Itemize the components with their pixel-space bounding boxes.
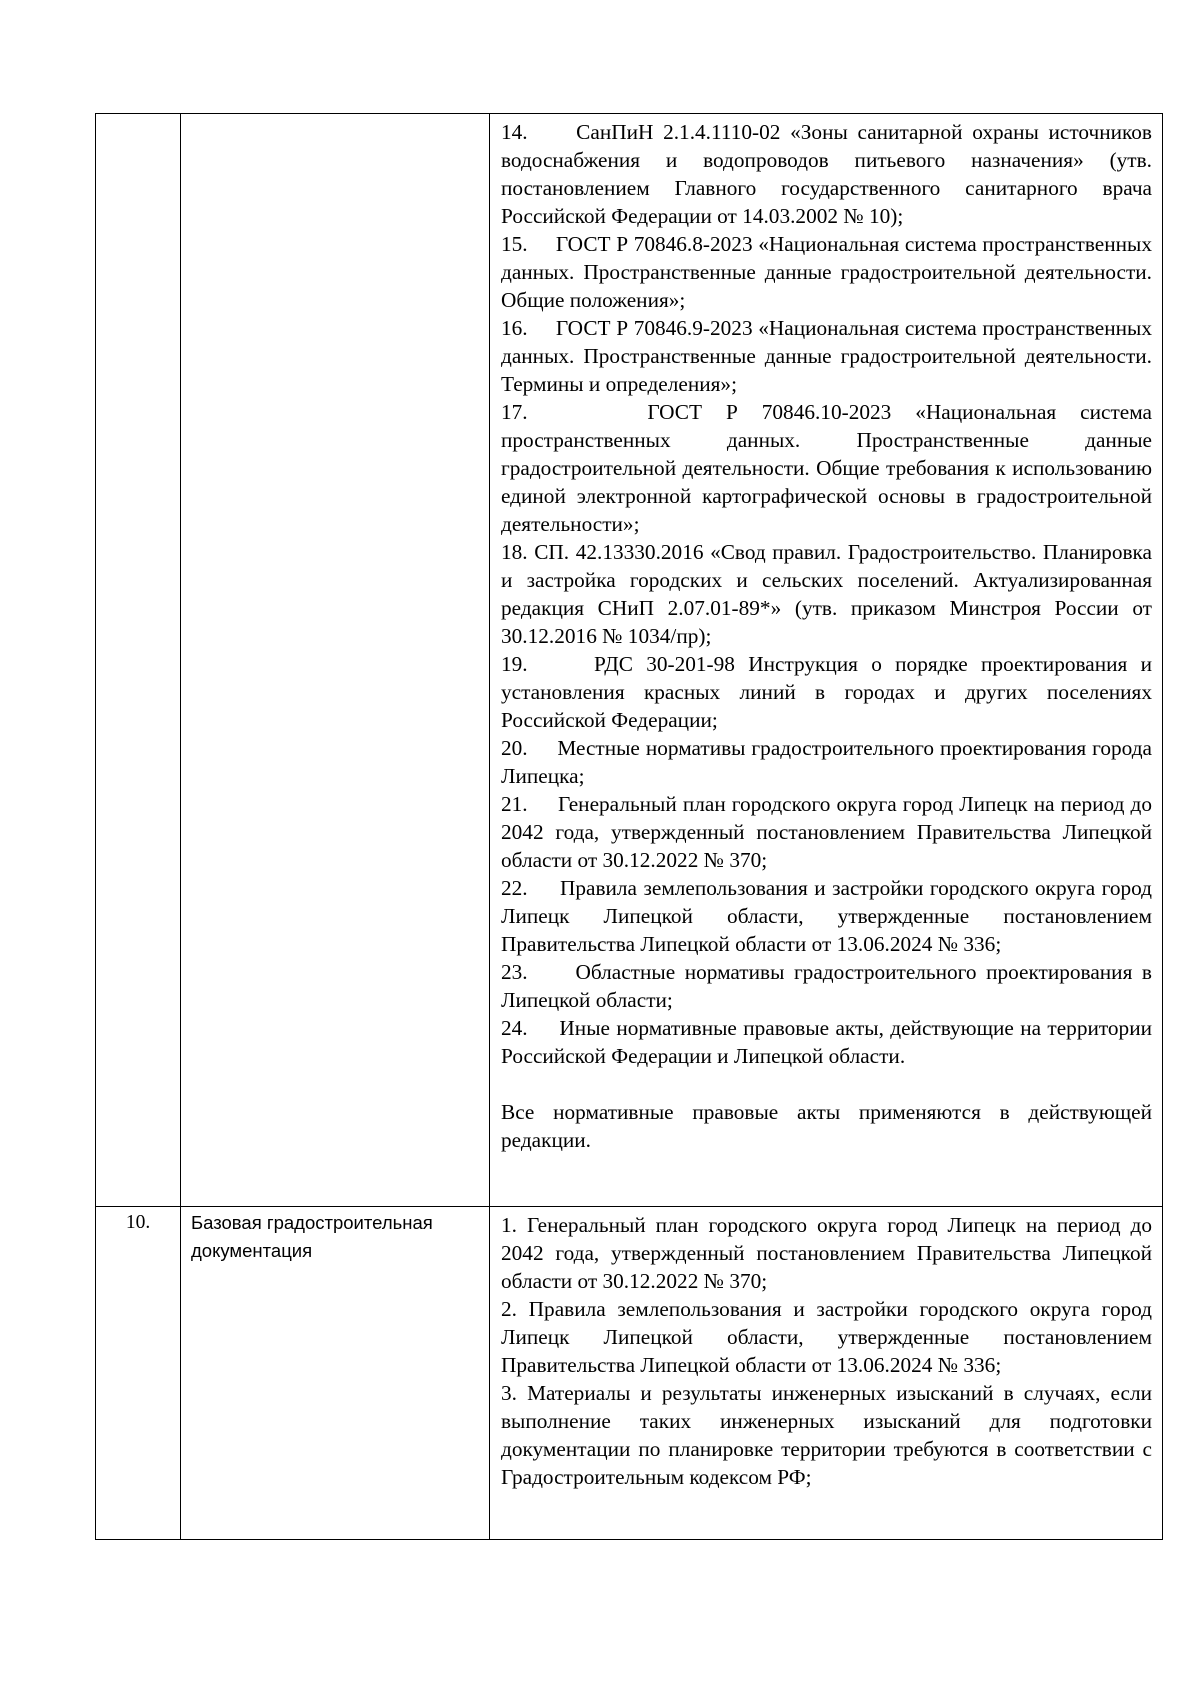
list-item: 15. ГОСТ Р 70846.8-2023 «Национальная система пространственных данных. Пространственные данные градостроительной деятельности. Общие положения»; — [501, 232, 1152, 312]
list-item: 18. СП. 42.13330.2016 «Свод правил. Градостроительство. Планировка и застройка городских и сельских поселений. Актуализированная редакция СНиП 2.07.01-89*» (утв. приказом Минстроя России от 30.12.2016 № 1034/пр); — [501, 540, 1152, 648]
row-content-cell — [490, 114, 1163, 1207]
row-name-cell: Базовая градостроительная документация — [181, 1207, 490, 1540]
list-item: 3. Материалы и результаты инженерных изысканий в случаях, если выполнение таких инженерных изысканий для подготовки документации по планировке территории требуются в соответствии с Градостроительным кодексом РФ; — [501, 1381, 1152, 1489]
list-item: 1. Генеральный план городского округа город Липецк на период до 2042 года, утвержденный постановлением Правительства Липецкой области от 30.12.2022 № 370; — [501, 1213, 1152, 1293]
list-item: 22. Правила землепользования и застройки городского округа город Липецк Липецкой области, утвержденные постановлением Правительства Липецкой области от 13.06.2024 № 336; — [501, 876, 1152, 956]
table-row — [96, 114, 1163, 1207]
table-row — [96, 1207, 1163, 1540]
list-item: 20. Местные нормативы градостроительного проектирования города Липецка; — [501, 736, 1152, 788]
list-item: 2. Правила землепользования и застройки городского округа город Липецк Липецкой области, утвержденные постановлением Правительства Липецкой области от 13.06.2024 № 336; — [501, 1297, 1152, 1377]
list-item: 14. СанПиН 2.1.4.1110-02 «Зоны санитарной охраны источников водоснабжения и водопроводов питьевого назначения» (утв. постановлением Главного государственного санитарного врача Российской Федерации от 14.03.2002 № 10); — [501, 120, 1152, 228]
list-item: 24. Иные нормативные правовые акты, действующие на территории Российской Федерации и Липецкой области. — [501, 1016, 1152, 1068]
row-name-cell — [181, 114, 490, 1207]
row-content-cell — [490, 1207, 1163, 1540]
list-item: 17. ГОСТ Р 70846.10-2023 «Национальная система пространственных данных. Пространственные данные градостроительной деятельности. Общие требования к использованию единой электронной картографической основы в градостроительной деятельности»; — [501, 400, 1152, 536]
list-item: 16. ГОСТ Р 70846.9-2023 «Национальная система пространственных данных. Пространственные данные градостроительной деятельности. Термины и определения»; — [501, 316, 1152, 396]
note-paragraph: Все нормативные правовые акты применяются в действующей редакции. — [501, 1100, 1152, 1152]
list-item: 19. РДС 30-201-98 Инструкция о порядке проектирования и установления красных линий в городах и других поселениях Российской Федерации; — [501, 652, 1152, 732]
list-item: 23. Областные нормативы градостроительного проектирования в Липецкой области; — [501, 960, 1152, 1012]
list-item: 21. Генеральный план городского округа город Липецк на период до 2042 года, утвержденный постановлением Правительства Липецкой области от 30.12.2022 № 370; — [501, 792, 1152, 872]
row-number-cell: 10. — [96, 1207, 181, 1540]
requirements-table — [95, 113, 1163, 1540]
row-number-cell — [96, 114, 181, 1207]
